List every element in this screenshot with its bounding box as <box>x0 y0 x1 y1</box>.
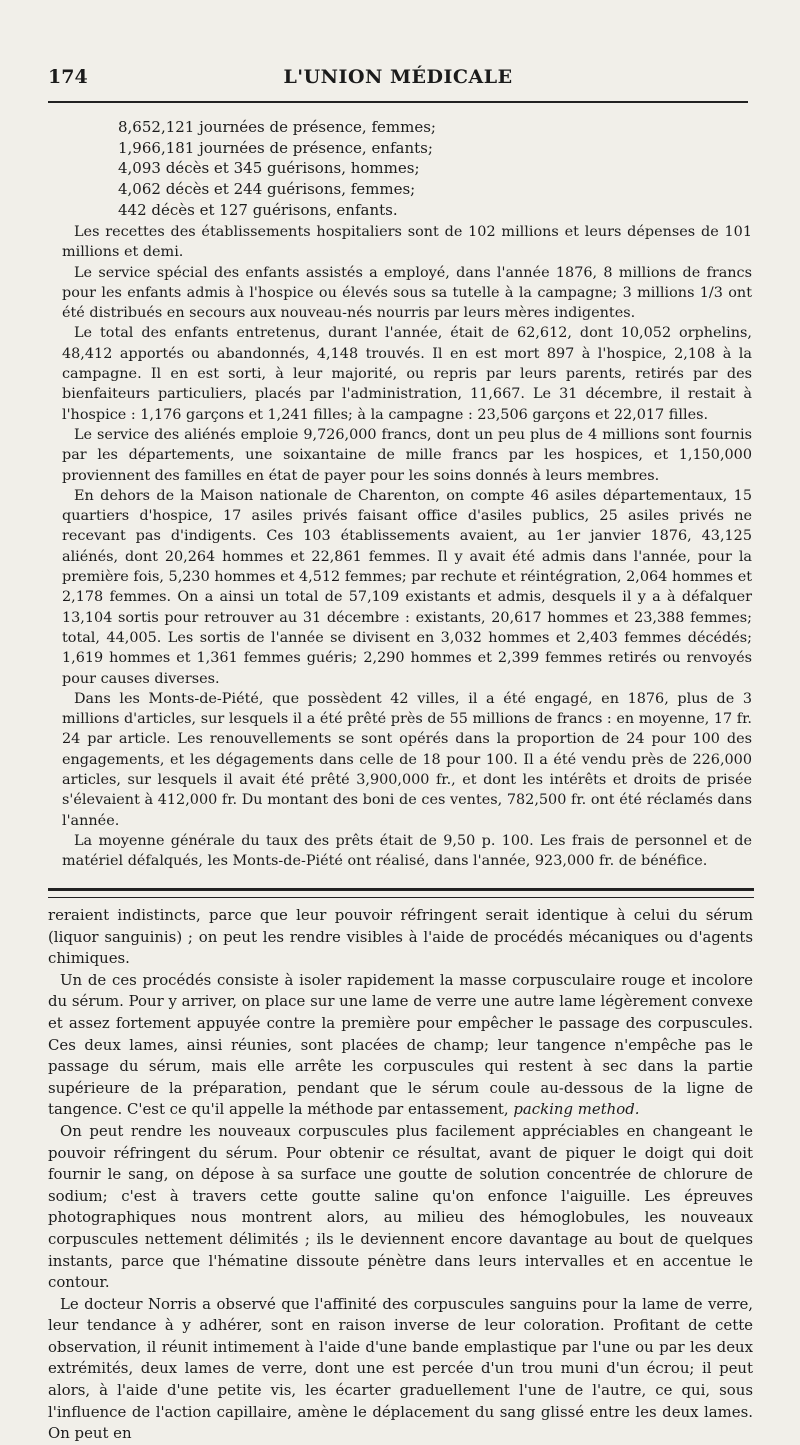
paragraph: On peut rendre les nouveaux corpuscules plus facilement appréciables en changeant le pouvoir réfringent du sérum. Pour obtenir ce résultat, avant de piquer le doigt qui doit fournir le sang, on dépose à sa surface une goutte de solution concentrée de chlorure de sodium; c'est à travers cette goutte saline qu'on enfonce l'aiguille. Les épreuves photographiques nous montrent alors, au milieu des hémoglobules, les nouveaux corpuscules nettement délimités ; ils le deviennent encore davantage au bout de quelques instants, parce que l'hématine dissoute pénètre dans leurs intervalles et en accentue le contour. <box>48 1121 753 1292</box>
paragraph: reraient indistincts, parce que leur pouvoir réfringent serait identique à celui du sérum (liquor sanguinis) ; on peut les rendre visibles à l'aide de procédés mécaniques ou d'agents chimiques. <box>48 906 753 968</box>
stat-line: 1,966,181 journées de présence, enfants; <box>118 138 433 157</box>
article-assistance-publique <box>62 222 752 872</box>
stat-line: 4,062 décès et 244 guérisons, femmes; <box>118 180 416 199</box>
paragraph: Le service des aliénés emploie 9,726,000 francs, dont un peu plus de 4 millions sont fournis par les départements, une soixantaine de mille francs par les hospices, et 1,150,000 proviennent des familles en état de payer pour les soins donnés à leurs membres. <box>62 426 752 484</box>
paragraph: Les recettes des établissements hospitaliers sont de 102 millions et leurs dépenses de 101 millions et demi. <box>62 224 752 261</box>
paragraph-text: Un de ces procédés consiste à isoler rapidement la masse corpusculaire rouge et incolore du sérum. Pour y arriver, on place sur une lame de verre une autre lame légèrement convexe et assez fortement appuyée contre la première pour empêcher le passage des corpuscules. Ces deux lames, ainsi réunies, sont placées de champ; leur tangence n'empêche pas le passage du sérum, mais elle arrête les corpuscules qui restent à sec dans la partie supérieure de la préparation, pendant que le sérum coule au-dessous de la ligne de tangence. C'est ce qu'il appelle la méthode par entassement, <box>48 970 753 1119</box>
page-header <box>48 66 748 100</box>
italic-term: packing method. <box>513 1100 640 1119</box>
paragraph: Le service spécial des enfants assistés a employé, dans l'année 1876, 8 millions de francs pour les enfants admis à l'hospice ou élevés sous sa tutelle à la campagne; 3 millions 1/3 ont été distribués en secours aux nouveau-nés nourris par leurs mères indigentes. <box>62 264 752 322</box>
stat-line: 4,093 décès et 345 guérisons, hommes; <box>118 159 420 178</box>
stat-line: 8,652,121 journées de présence, femmes; <box>118 118 436 136</box>
paragraph: Dans les Monts-de-Piété, que possèdent 42 villes, il a été engagé, en 1876, plus de 3 millions d'articles, sur lesquels il a été prêté près de 55 millions de francs : en moyenne, 17 fr. 24 par article. Les renouvellements se sont opérés dans la proportion de 24 pour 100 des engagements, et les dégagements dans celle de 18 pour 100. Il a été vendu près de 226,000 articles, sur lesquels il avait été prêté 3,900,000 fr., et dont les intérêts et droits de prisée s'élevaient à 412,000 fr. Du montant des boni de ces ventes, 782,500 fr. ont été réclamés dans l'année. <box>62 690 752 829</box>
paragraph: Le total des enfants entretenus, durant l'année, était de 62,612, dont 10,052 orphelins, 48,412 apportés ou abandonnés, 4,148 trouvés. Il en est mort 897 à l'hospice, 2,108 à la campagne. Il en est sorti, à leur majorité, ou repris par leurs parents, retirés par des bienfaiteurs particuliers, placés par l'administration, 11,667. Le 31 décembre, il restait à l'hospice : 1,176 garçons et 1,241 filles; à la campagne : 23,506 garçons et 22,017 filles. <box>62 325 752 423</box>
section-divider <box>48 888 754 898</box>
page-number: 174 <box>48 66 88 88</box>
paragraph: Le docteur Norris a observé que l'affinité des corpuscules sanguins pour la lame de verre, leur tendance à y adhérer, sont en raison inverse de leur coloration. Profitant de cette observation, il réunit intimement à l'aide d'une bande emplastique par l'une ou par les deux extrémités, deux lames de verre, dont une est percée d'un trou muni d'un écrou; il peut alors, à l'aide d'une petite vis, les écarter graduellement l'une de l'autre, ce qui, sous l'influence de l'action capillaire, amène le déplacement du sang glissé entre les deux lames. On peut en <box>48 1294 753 1443</box>
paragraph: La moyenne générale du taux des prêts était de 9,50 p. 100. Les frais de personnel et de matériel défalqués, les Monts-de-Piété ont réalisé, dans l'année, 923,000 fr. de bénéfice. <box>62 832 752 870</box>
paragraph <box>48 970 753 1121</box>
statistics-list <box>118 117 638 221</box>
running-title: L'UNION MÉDICALE <box>283 66 513 88</box>
paragraph: En dehors de la Maison nationale de Charenton, on compte 46 asiles départementaux, 15 quartiers d'hospice, 17 asiles privés faisant office d'asiles publics, 25 asiles privés ne recevant pas d'indigents. Ces 103 établissements avaient, au 1er janvier 1876, 43,125 aliénés, dont 20,264 hommes et 22,861 femmes. Il y avait été admis dans l'année, pour la première fois, 5,230 hommes et 4,512 femmes; par rechute et réintégration, 2,064 hommes et 2,178 femmes. On a ainsi un total de 57,109 existants et admis, desquels il y a à défalquer 13,104 sortis pour retrouver au 31 décembre : existants, 20,617 hommes et 23,388 femmes; total, 44,005. Les sortis de l'année se divisent en 3,032 hommes et 2,403 femmes décédés; 1,619 hommes et 1,361 femmes guéris; 2,290 hommes et 2,399 femmes retirés ou renvoyés pour causes diverses. <box>62 487 752 687</box>
article-corpuscules <box>48 905 753 1445</box>
header-rule <box>48 101 748 103</box>
stat-line: 442 décès et 127 guérisons, enfants. <box>118 200 398 219</box>
